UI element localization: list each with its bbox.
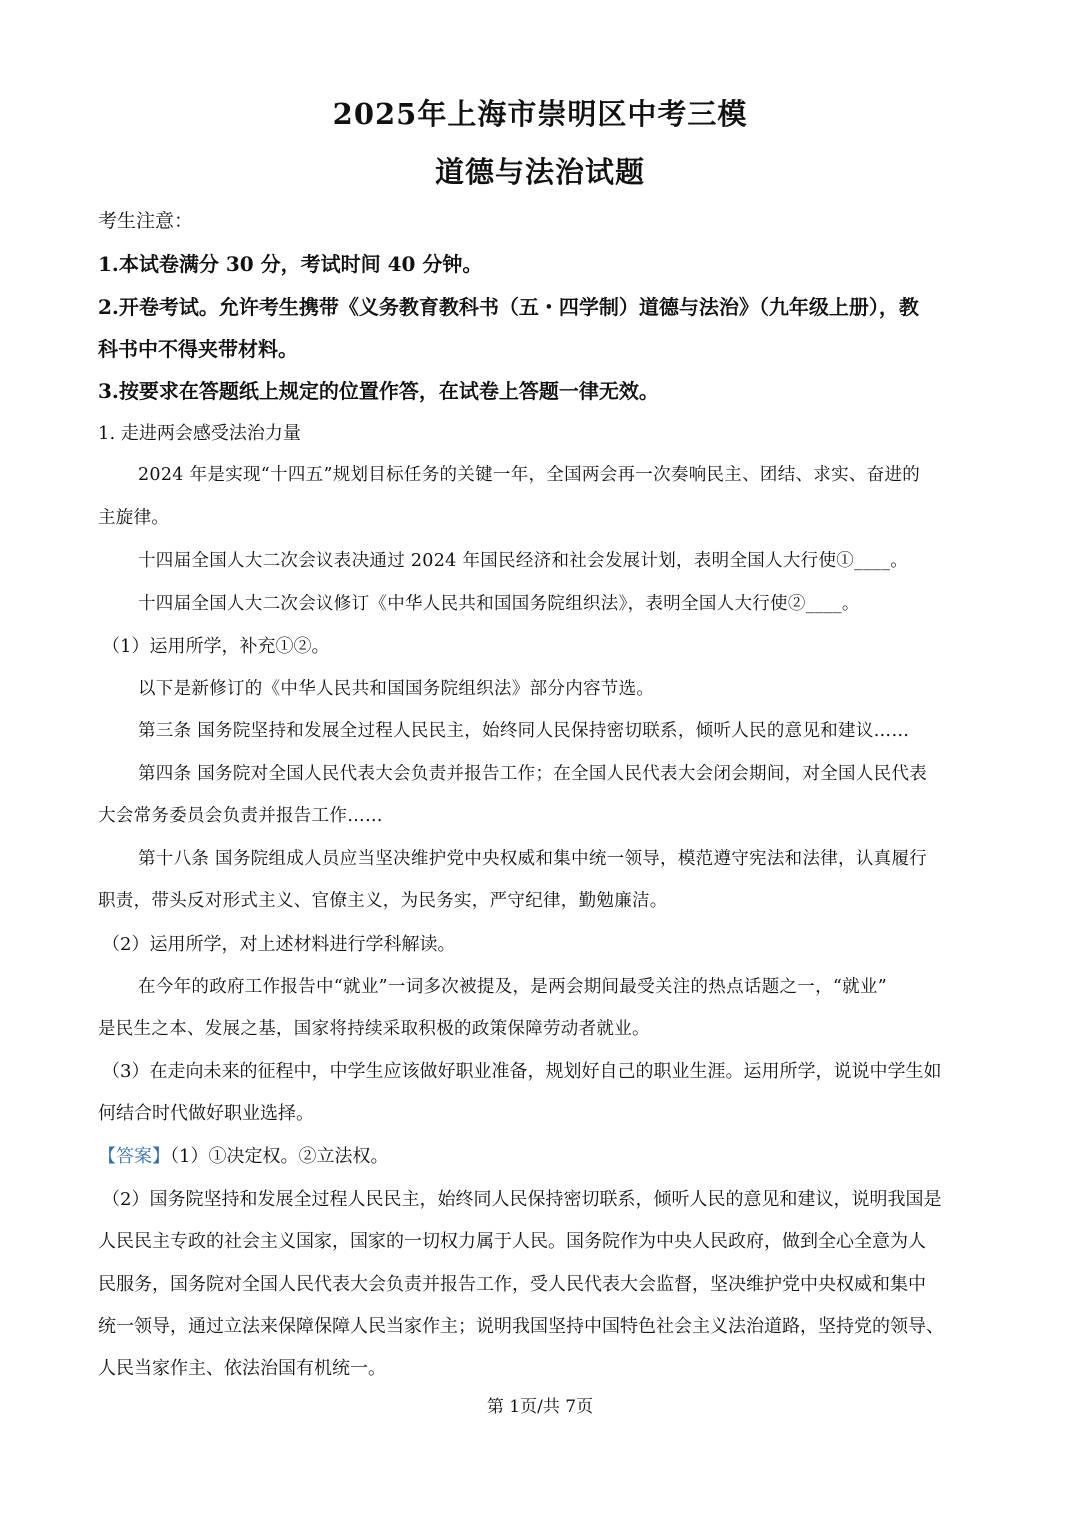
material-paragraph-5-line-1: 在今年的政府工作报告中“就业”一词多次被提及，是两会期间最受关注的热点话题之一，“就业” <box>138 977 887 997</box>
notice-item-3: 3.按要求在答题纸上规定的位置作答，在试卷上答题一律无效。 <box>98 379 659 403</box>
answer-part-1: （1）①决定权。②立法权。 <box>170 1146 389 1167</box>
sub-question-2: （2）运用所学，对上述材料进行学科解读。 <box>102 934 456 955</box>
material-article-18-line-2: 职责，带头反对形式主义、官僚主义，为民务实，严守纪律，勤勉廉洁。 <box>98 891 668 911</box>
sub-question-3-line-1: （3）在走向未来的征程中，中学生应该做好职业准备，规划好自己的职业生涯。运用所学，说说中学生如 <box>102 1061 942 1082</box>
material-paragraph-2: 十四届全国人大二次会议表决通过 2024 年国民经济和社会发展计划，表明全国人大行使①____。 <box>138 551 909 571</box>
material-paragraph-3: 十四届全国人大二次会议修订《中华人民共和国国务院组织法》，表明全国人大行使②____。 <box>138 594 860 614</box>
material-article-18-line-1: 第十八条 国务院组成人员应当坚决维护党中央权威和集中统一领导，模范遵守宪法和法律，认真履行 <box>138 849 928 869</box>
material-paragraph-1-line-1: 2024 年是实现“十四五”规划目标任务的关键一年，全国两会再一次奏响民主、团结、求实、奋进的 <box>138 465 921 485</box>
material-article-4-line-2: 大会常务委员会负责并报告工作…… <box>98 806 383 826</box>
question-title: 1. 走进两会感受法治力量 <box>98 423 301 444</box>
sub-question-1: （1）运用所学，补充①②。 <box>102 636 330 657</box>
notice-item-1: 1.本试卷满分 30 分，考试时间 40 分钟。 <box>98 252 483 276</box>
material-article-3: 第三条 国务院坚持和发展全过程人民民主，始终同人民保持密切联系，倾听人民的意见和建议…… <box>138 721 910 741</box>
material-article-4-line-1: 第四条 国务院对全国人民代表大会负责并报告工作；在全国人民代表大会闭会期间，对全国人民代表 <box>138 764 928 784</box>
exam-title: 2025年上海市崇明区中考三模 <box>332 97 748 131</box>
answer-tag: 【答案】 <box>98 1146 170 1167</box>
notice-item-2-line-2: 科书中不得夹带材料。 <box>98 337 298 361</box>
answer-part-2-line-1: （2）国务院坚持和发展全过程人民民主，始终同人民保持密切联系，倾听人民的意见和建议，说明我国是 <box>102 1189 942 1210</box>
exam-subtitle: 道德与法治试题 <box>434 155 645 189</box>
answer-part-2-line-3: 民服务，国务院对全国人民代表大会负责并报告工作，受人民代表大会监督，坚决维护党中央权威和集中 <box>98 1274 926 1295</box>
page-number: 第 1页/共 7页 <box>486 1397 594 1417</box>
answer-part-2-line-4: 统一领导，通过立法来保障保障人民当家作主；说明我国坚持中国特色社会主义法治道路，坚持党的领导、 <box>98 1316 944 1337</box>
answer-part-2-line-5: 人民当家作主、依法治国有机统一。 <box>98 1358 386 1379</box>
sub-question-3-line-2: 何结合时代做好职业选择。 <box>98 1103 314 1124</box>
material-paragraph-4: 以下是新修订的《中华人民共和国国务院组织法》部分内容节选。 <box>138 679 655 699</box>
answer-part-2-line-2: 人民民主专政的社会主义国家，国家的一切权力属于人民。国务院作为中央人民政府，做到全心全意为人 <box>98 1231 926 1252</box>
material-paragraph-1-line-2: 主旋律。 <box>98 508 170 528</box>
notice-item-2-line-1: 2.开卷考试。允许考生携带《义务教育教科书（五・四学制）道德与法治》（九年级上册），教 <box>98 295 919 319</box>
answer-line-1 <box>98 1142 988 1168</box>
notice-heading: 考生注意： <box>98 210 194 232</box>
material-paragraph-5-line-2: 是民生之本、发展之基，国家将持续采取积极的政策保障劳动者就业。 <box>98 1019 650 1039</box>
